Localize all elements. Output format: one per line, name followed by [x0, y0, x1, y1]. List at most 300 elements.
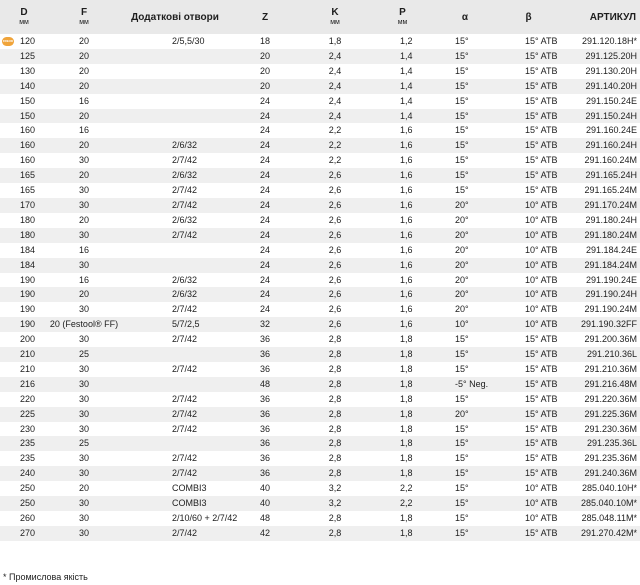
- cell-article: 291.190.24E: [585, 274, 637, 285]
- table-row: [0, 317, 640, 332]
- cell-extra-holes: 2/7/42: [172, 468, 198, 479]
- cell-kerf: 2,4: [328, 95, 342, 106]
- cell-bore: 16: [78, 125, 89, 136]
- cell-alpha: 15°: [455, 453, 469, 464]
- cell-alpha: 15°: [455, 513, 469, 523]
- cell-plate: 1,8: [400, 408, 413, 419]
- cell-diameter: 190: [20, 289, 36, 300]
- cell-diameter: 140: [20, 80, 36, 91]
- cell-extra-holes: [120, 79, 230, 94]
- cell-teeth: 24: [259, 274, 270, 285]
- cell-beta: 15° ATB: [525, 50, 558, 61]
- cell-beta: 15° ATB: [525, 110, 558, 121]
- cell-article: 291.150.24H: [585, 110, 637, 121]
- cell-extra-holes: 2/7/42: [172, 155, 198, 166]
- cell-kerf: 2,8: [328, 513, 342, 523]
- cell-beta: 10° ATB: [525, 199, 558, 210]
- cell-alpha: 15°: [455, 185, 469, 196]
- cell-alpha: 20°: [455, 244, 469, 255]
- cell-plate: 1,4: [400, 110, 413, 121]
- cell-alpha: 15°: [455, 527, 469, 538]
- cell-bore: 30: [78, 393, 89, 404]
- cell-teeth: 36: [259, 438, 270, 449]
- cell-teeth: 36: [259, 408, 270, 419]
- cell-plate: 1,6: [400, 244, 413, 255]
- footnote: * Промислова якість: [3, 572, 88, 582]
- cell-bore: 30: [78, 408, 89, 419]
- cell-extra-holes: 2/7/42: [172, 527, 198, 538]
- cell-teeth: 32: [259, 319, 270, 330]
- cell-teeth: 40: [259, 483, 270, 494]
- cell-diameter-value: 120: [20, 36, 36, 46]
- cell-bore: 20: [78, 110, 89, 121]
- cell-teeth: 24: [259, 95, 270, 106]
- cell-bore: 30: [78, 185, 89, 196]
- cell-beta: 15° ATB: [525, 185, 558, 196]
- cell-teeth: 40: [259, 498, 270, 509]
- table-row: [0, 511, 640, 526]
- cell-beta: 10° ATB: [525, 289, 558, 300]
- cell-plate: 1,8: [400, 363, 413, 374]
- cell-article: 291.165.24M: [584, 185, 637, 196]
- cell-beta: 15° ATB: [525, 423, 558, 434]
- cell-diameter: 125: [20, 50, 36, 61]
- cell-extra-holes: 2/6/32: [172, 170, 198, 181]
- cell-alpha: 20°: [455, 259, 469, 270]
- header-z: Z: [261, 11, 269, 23]
- table-row: [0, 138, 640, 153]
- cell-beta: 15° ATB: [525, 349, 558, 360]
- cell-extra-holes: [120, 64, 230, 79]
- table-row: [0, 332, 640, 347]
- cell-alpha: 15°: [455, 155, 469, 166]
- cell-diameter: 260: [20, 513, 36, 523]
- cell-beta: 15° ATB: [525, 408, 558, 419]
- cell-article: 291.165.24H: [585, 170, 637, 181]
- header-alpha: α: [461, 11, 469, 23]
- cell-article: 291.160.24H: [585, 140, 637, 151]
- cell-plate: 1,8: [400, 334, 413, 345]
- cell-extra-holes: 2/10/60 + 2/7/42: [172, 513, 238, 523]
- cell-beta: 10° ATB: [525, 214, 558, 225]
- table-row: [0, 466, 640, 481]
- header-beta: β: [525, 11, 532, 23]
- cell-bore: 30: [78, 468, 89, 479]
- cell-bore: 30: [78, 513, 89, 523]
- cell-extra-holes: 2/7/42: [172, 304, 198, 315]
- cell-bore: 20: [78, 140, 89, 151]
- cell-extra-holes: 2/6/32: [172, 289, 198, 300]
- cell-extra-holes: [120, 243, 230, 258]
- cell-kerf: 2,8: [328, 393, 342, 404]
- cell-teeth: 24: [259, 229, 270, 240]
- cell-article: 291.240.36M: [584, 468, 637, 479]
- cell-bore: 20: [78, 80, 89, 91]
- cell-extra-holes: 2/6/32: [172, 214, 198, 225]
- cell-kerf: 2,6: [328, 274, 342, 285]
- cell-kerf: 2,8: [328, 363, 342, 374]
- cell-extra-holes: [120, 258, 230, 273]
- cell-kerf: 2,8: [328, 378, 342, 389]
- table-row: [0, 481, 640, 496]
- cell-teeth: 48: [259, 378, 270, 389]
- cell-plate: 1,4: [400, 95, 413, 106]
- cell-extra-holes: 2/7/42: [172, 185, 198, 196]
- cell-kerf: 2,8: [328, 349, 342, 360]
- cell-bore: 20: [78, 65, 89, 76]
- cell-teeth: 36: [259, 363, 270, 374]
- header-article: АРТИКУЛ: [589, 11, 636, 23]
- cell-article: 291.190.24H: [585, 289, 637, 300]
- cell-kerf: 2,6: [328, 170, 342, 181]
- cell-diameter: 216: [20, 378, 36, 389]
- cell-bore: 16: [78, 274, 89, 285]
- cell-diameter: 240: [20, 468, 36, 479]
- cell-teeth: 36: [259, 393, 270, 404]
- cell-kerf: 2,6: [328, 214, 342, 225]
- cell-bore: 20: [78, 289, 89, 300]
- cell-beta: 15° ATB: [525, 468, 558, 479]
- cell-extra-holes: COMBI3: [172, 483, 207, 494]
- cell-article: 291.120.18H*: [581, 36, 637, 46]
- cell-plate: 2,2: [400, 483, 413, 494]
- cell-teeth: 36: [259, 423, 270, 434]
- cell-beta: 15° ATB: [525, 155, 558, 166]
- cell-plate: 1,4: [400, 50, 413, 61]
- cell-teeth: 18: [259, 36, 270, 46]
- cell-plate: 1,8: [400, 513, 413, 523]
- cell-teeth: 24: [259, 304, 270, 315]
- cell-alpha: 20°: [455, 304, 469, 315]
- cell-beta: 15° ATB: [525, 140, 558, 151]
- cell-diameter: 150: [20, 110, 36, 121]
- cell-article: 291.220.36M: [584, 393, 637, 404]
- cell-bore: 30: [78, 527, 89, 538]
- cell-kerf: 2,2: [328, 140, 342, 151]
- cell-plate: 1,6: [400, 185, 413, 196]
- cell-article: 291.184.24E: [585, 244, 637, 255]
- cell-plate: 1,8: [400, 468, 413, 479]
- cell-bore: 30: [78, 453, 89, 464]
- cell-beta: 15° ATB: [525, 95, 558, 106]
- cell-bore: 20: [78, 50, 89, 61]
- cell-extra-holes: 2/7/42: [172, 423, 198, 434]
- cell-beta: 15° ATB: [525, 80, 558, 91]
- table-row: [0, 228, 640, 243]
- cell-plate: 1,8: [400, 393, 413, 404]
- cell-plate: 1,6: [400, 214, 413, 225]
- cell-beta: 10° ATB: [525, 513, 558, 523]
- cell-beta: 15° ATB: [525, 438, 558, 449]
- cell-diameter: 150: [20, 95, 36, 106]
- cell-article: 291.160.24M: [584, 155, 637, 166]
- table-row: [0, 422, 640, 437]
- cell-teeth: 24: [259, 155, 270, 166]
- cell-beta: 10° ATB: [525, 229, 558, 240]
- cell-diameter: [0, 34, 48, 49]
- cell-article: 291.270.42M*: [580, 527, 637, 538]
- cell-plate: 1,6: [400, 259, 413, 270]
- cell-extra-holes: 2/7/42: [172, 408, 198, 419]
- table-row: [0, 123, 640, 138]
- cell-alpha: -5° Neg.: [455, 378, 489, 389]
- cell-kerf: 3,2: [328, 483, 342, 494]
- cell-plate: 1,8: [400, 349, 413, 360]
- cell-beta: 10° ATB: [525, 274, 558, 285]
- header-k: K мм: [300, 0, 370, 34]
- cell-kerf: 2,8: [328, 453, 342, 464]
- cell-beta: 15° ATB: [525, 378, 558, 389]
- cell-bore: 30: [78, 304, 89, 315]
- cell-teeth: 36: [259, 468, 270, 479]
- cell-teeth: 36: [259, 334, 270, 345]
- cell-alpha: 15°: [455, 363, 469, 374]
- cell-article: 291.210.36L: [586, 349, 637, 360]
- cell-extra-holes: [120, 109, 230, 124]
- cell-kerf: 2,4: [328, 65, 342, 76]
- cell-diameter: 225: [20, 408, 36, 419]
- cell-alpha: 15°: [455, 349, 469, 360]
- cell-kerf: 2,6: [328, 304, 342, 315]
- cell-alpha: 20°: [455, 214, 469, 225]
- table-row: [0, 407, 640, 422]
- cell-article: 291.125.20H: [585, 50, 637, 61]
- cell-plate: 1,6: [400, 125, 413, 136]
- cell-article: 291.216.48M: [584, 378, 637, 389]
- cell-bore: 25: [78, 438, 89, 449]
- cell-extra-holes: 2/6/32: [172, 274, 198, 285]
- cell-alpha: 15°: [455, 110, 469, 121]
- cell-kerf: 2,8: [328, 334, 342, 345]
- cell-kerf: 2,2: [328, 155, 342, 166]
- cell-extra-holes: [120, 94, 230, 109]
- cell-diameter: 184: [20, 259, 36, 270]
- cell-article: 291.225.36M: [584, 408, 637, 419]
- cell-plate: 1,8: [400, 423, 413, 434]
- cell-extra-holes: 2/5,5/30: [172, 36, 205, 46]
- cell-teeth: 36: [259, 453, 270, 464]
- cell-plate: 1,8: [400, 453, 413, 464]
- cell-diameter: 235: [20, 438, 36, 449]
- cell-alpha: 20°: [455, 199, 469, 210]
- cell-plate: 1,6: [400, 140, 413, 151]
- table-row: [0, 347, 640, 362]
- cell-extra-holes: 2/7/42: [172, 453, 198, 464]
- cell-diameter: 250: [20, 498, 36, 509]
- cell-alpha: 20°: [455, 289, 469, 300]
- cell-diameter: 190: [20, 304, 36, 315]
- cell-kerf: 2,8: [328, 527, 342, 538]
- table-row: [0, 109, 640, 124]
- cell-kerf: 2,4: [328, 80, 342, 91]
- cell-article: 291.160.24E: [585, 125, 637, 136]
- cell-diameter: 235: [20, 453, 36, 464]
- cell-diameter: 170: [20, 199, 36, 210]
- cell-article: 291.184.24M: [584, 259, 637, 270]
- cell-alpha: 20°: [455, 229, 469, 240]
- table-row: [0, 362, 640, 377]
- cell-extra-holes: [120, 49, 230, 64]
- cell-article: 291.170.24M: [584, 199, 637, 210]
- cell-plate: 1,4: [400, 80, 413, 91]
- cell-kerf: 2,2: [328, 125, 342, 136]
- cell-diameter: 165: [20, 170, 36, 181]
- cell-kerf: 2,8: [328, 438, 342, 449]
- cell-kerf: 2,8: [328, 468, 342, 479]
- cell-plate: 1,6: [400, 319, 413, 330]
- cell-kerf: 3,2: [328, 498, 342, 509]
- cell-plate: 1,2: [400, 36, 413, 46]
- cell-teeth: 42: [259, 527, 270, 538]
- header-p: P мм: [370, 0, 435, 34]
- cell-extra-holes: [120, 436, 230, 451]
- cell-plate: 1,6: [400, 274, 413, 285]
- cell-teeth: 24: [259, 110, 270, 121]
- cell-bore: 16: [78, 244, 89, 255]
- cell-diameter: 160: [20, 125, 36, 136]
- cell-plate: 1,6: [400, 199, 413, 210]
- table-row: [0, 168, 640, 183]
- cell-beta: 10° ATB: [525, 319, 558, 330]
- cell-alpha: 15°: [455, 36, 469, 46]
- header-d: D мм: [0, 0, 48, 34]
- cell-bore: 30: [78, 199, 89, 210]
- cell-extra-holes: COMBI3: [172, 498, 207, 509]
- cell-plate: 1,6: [400, 155, 413, 166]
- cell-kerf: 2,6: [328, 199, 342, 210]
- table-row: [0, 183, 640, 198]
- cell-extra-holes: 2/7/42: [172, 229, 198, 240]
- cell-beta: 15° ATB: [525, 363, 558, 374]
- cell-alpha: 20°: [455, 408, 469, 419]
- cell-diameter: 165: [20, 185, 36, 196]
- cell-alpha: 15°: [455, 498, 469, 509]
- cell-plate: 1,8: [400, 527, 413, 538]
- table-row: [0, 198, 640, 213]
- cell-teeth: 36: [259, 349, 270, 360]
- cell-article: 291.140.20H: [585, 80, 637, 91]
- cell-beta: 15° ATB: [525, 527, 558, 538]
- table-row: [0, 496, 640, 511]
- cell-teeth: 20: [259, 65, 270, 76]
- cell-extra-holes: 2/6/32: [172, 140, 198, 151]
- cell-extra-holes: 2/7/42: [172, 363, 198, 374]
- cell-diameter: 190: [20, 274, 36, 285]
- cell-kerf: 2,4: [328, 50, 342, 61]
- cell-alpha: 15°: [455, 125, 469, 136]
- table-row: [0, 392, 640, 407]
- cell-alpha: 10°: [455, 319, 469, 330]
- cell-alpha: 15°: [455, 95, 469, 106]
- cell-beta: 15° ATB: [525, 170, 558, 181]
- cell-alpha: 15°: [455, 483, 469, 494]
- cell-diameter: 180: [20, 229, 36, 240]
- cell-article: 291.190.32FF: [580, 319, 637, 330]
- cell-diameter: 190: [20, 319, 36, 330]
- table-row: [0, 451, 640, 466]
- table-row: [0, 436, 640, 451]
- cell-extra-holes: 5/7/2,5: [172, 319, 200, 330]
- cell-kerf: 2,6: [328, 319, 342, 330]
- cell-diameter: 130: [20, 65, 36, 76]
- cell-kerf: 2,4: [328, 110, 342, 121]
- cell-bore: 30: [78, 334, 89, 345]
- table-row: [0, 273, 640, 288]
- table-row: [0, 213, 640, 228]
- table-body: [0, 34, 640, 541]
- cell-bore: 20: [78, 214, 89, 225]
- table-row: [0, 243, 640, 258]
- table-row: [0, 287, 640, 302]
- cell-bore: 30: [78, 378, 89, 389]
- cell-teeth: 48: [259, 513, 270, 523]
- table-row: [0, 526, 640, 541]
- cell-article: 291.235.36M: [584, 453, 637, 464]
- cell-diameter: 210: [20, 363, 36, 374]
- cell-extra-holes: 2/7/42: [172, 199, 198, 210]
- cell-extra-holes: [120, 377, 230, 392]
- cell-alpha: 15°: [455, 393, 469, 404]
- cell-beta: 15° ATB: [525, 453, 558, 464]
- cell-bore: 16: [78, 95, 89, 106]
- cell-article: 285.040.10M*: [580, 498, 637, 509]
- cell-bore: 20: [78, 170, 89, 181]
- cell-teeth: 24: [259, 259, 270, 270]
- cell-plate: 1,6: [400, 304, 413, 315]
- cell-article: 291.150.24E: [585, 95, 637, 106]
- cell-bore: 30: [78, 423, 89, 434]
- cell-diameter: 160: [20, 155, 36, 166]
- cell-alpha: 15°: [455, 438, 469, 449]
- cell-bore: 30: [78, 363, 89, 374]
- cell-teeth: 24: [259, 170, 270, 181]
- table-row: [0, 377, 640, 392]
- cell-kerf: 2,6: [328, 259, 342, 270]
- cell-beta: 10° ATB: [525, 498, 558, 509]
- cell-plate: 2,2: [400, 498, 413, 509]
- cell-diameter: 184: [20, 244, 36, 255]
- cell-bore: 30: [78, 155, 89, 166]
- cell-beta: 10° ATB: [525, 259, 558, 270]
- cell-alpha: 20°: [455, 274, 469, 285]
- table-row: [0, 153, 640, 168]
- cell-alpha: 15°: [455, 65, 469, 76]
- cell-article: 291.190.24M: [584, 304, 637, 315]
- cell-teeth: 24: [259, 140, 270, 151]
- cell-diameter: 200: [20, 334, 36, 345]
- cell-article: 291.210.36M: [584, 363, 637, 374]
- cell-article: 291.235.36L: [586, 438, 637, 449]
- cell-alpha: 15°: [455, 468, 469, 479]
- cell-alpha: 15°: [455, 140, 469, 151]
- cell-diameter: 220: [20, 393, 36, 404]
- cell-bore: 20: [78, 36, 89, 46]
- cell-beta: 10° ATB: [525, 244, 558, 255]
- cell-kerf: 2,6: [328, 289, 342, 300]
- freud-logo-badge: FREUD: [2, 37, 14, 46]
- cell-kerf: 1,8: [328, 36, 342, 46]
- header-k-unit: мм: [330, 19, 340, 26]
- header-row: [0, 0, 640, 34]
- cell-diameter: 160: [20, 140, 36, 151]
- cell-diameter: 230: [20, 423, 36, 434]
- cell-bore: 30: [78, 229, 89, 240]
- cell-extra-holes: 2/7/42: [172, 334, 198, 345]
- cell-diameter: 180: [20, 214, 36, 225]
- header-f: F мм: [48, 0, 120, 34]
- cell-teeth: 24: [259, 199, 270, 210]
- cell-plate: 1,6: [400, 289, 413, 300]
